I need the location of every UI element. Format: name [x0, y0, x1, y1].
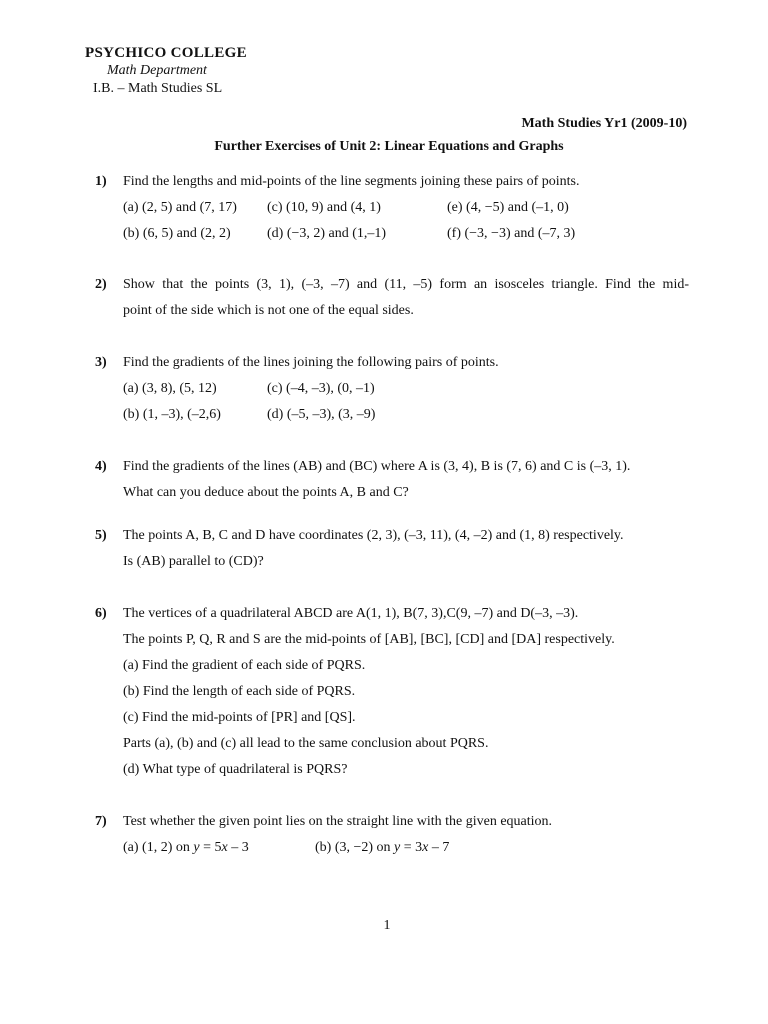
- year-label: Math Studies Yr1 (2009-10): [521, 116, 687, 131]
- question-text: Find the gradients of the lines joining the following pairs of points.: [123, 355, 499, 370]
- sub-item-text: (b) (3, −2) on: [315, 840, 395, 855]
- college-name: PSYCHICO COLLEGE: [85, 45, 247, 61]
- question-number: 2): [95, 277, 107, 292]
- question-text: The points P, Q, R and S are the mid-points of [AB], [BC], [CD] and [DA] respectively.: [123, 632, 615, 647]
- sub-item: (c) (10, 9) and (4, 1): [267, 200, 381, 215]
- question-number: 3): [95, 355, 107, 370]
- math-text: – 7: [428, 840, 450, 855]
- math-text: = 5: [199, 840, 222, 855]
- sub-item: (e) (4, −5) and (–1, 0): [447, 200, 569, 215]
- math-text: = 3: [400, 840, 423, 855]
- sub-item: (b) (1, –3), (–2,6): [123, 407, 221, 422]
- sub-item: (d) (−3, 2) and (1,–1): [267, 226, 387, 241]
- question-text: The vertices of a quadrilateral ABCD are A(1, 1), B(7, 3),C(9, –7) and D(–3, –3).: [123, 606, 579, 621]
- question-text: Test whether the given point lies on the straight line with the given equation.: [123, 814, 553, 829]
- question-number: 6): [95, 606, 107, 621]
- sub-item: (a) (3, 8), (5, 12): [123, 381, 217, 396]
- sub-item: (c) (–4, –3), (0, –1): [267, 381, 375, 396]
- math-variable: x: [221, 840, 228, 855]
- page-title: Further Exercises of Unit 2: Linear Equations and Graphs: [214, 139, 564, 154]
- sub-item: (f) (−3, −3) and (–7, 3): [447, 226, 576, 241]
- question-text: Is (AB) parallel to (CD)?: [123, 554, 264, 569]
- question-number: 4): [95, 459, 107, 474]
- question-text: point of the side which is not one of the equal sides.: [123, 303, 414, 318]
- math-variable: x: [422, 840, 429, 855]
- question-text: Find the lengths and mid-points of the line segments joining these pairs of points.: [123, 174, 580, 189]
- sub-item-a: [123, 840, 249, 856]
- math-variable: y: [394, 840, 401, 855]
- sub-item: (c) Find the mid-points of [PR] and [QS].: [123, 710, 356, 725]
- sub-item: (d) What type of quadrilateral is PQRS?: [123, 762, 348, 777]
- page-number: 1: [383, 918, 391, 933]
- sub-item: (d) (–5, –3), (3, –9): [267, 407, 376, 422]
- sub-item: (b) Find the length of each side of PQRS.: [123, 684, 356, 699]
- math-variable: y: [193, 840, 200, 855]
- question-number: 1): [95, 174, 107, 189]
- question-number: 7): [95, 814, 107, 829]
- question-text: The points A, B, C and D have coordinates (2, 3), (–3, 11), (4, –2) and (1, 8) respectively.: [123, 528, 624, 543]
- course-name: I.B. – Math Studies SL: [93, 81, 223, 96]
- sub-item: (a) (2, 5) and (7, 17): [123, 200, 237, 215]
- sub-item: (a) Find the gradient of each side of PQRS.: [123, 658, 366, 673]
- question-number: 5): [95, 528, 107, 543]
- math-text: – 3: [227, 840, 249, 855]
- question-text: Parts (a), (b) and (c) all lead to the same conclusion about PQRS.: [123, 736, 489, 751]
- sub-item: (b) (6, 5) and (2, 2): [123, 226, 231, 241]
- sub-item-text: (a) (1, 2) on: [123, 840, 194, 855]
- department-name: Math Department: [107, 63, 207, 78]
- question-text: What can you deduce about the points A, B and C?: [123, 485, 409, 500]
- question-text: Find the gradients of the lines (AB) and (BC) where A is (3, 4), B is (7, 6) and C is (–3, 1).: [123, 459, 631, 474]
- sub-item-b: [315, 840, 449, 856]
- question-text: Show that the points (3, 1), (–3, –7) and (11, –5) form an isosceles triangle. Find the mid-: [123, 277, 689, 292]
